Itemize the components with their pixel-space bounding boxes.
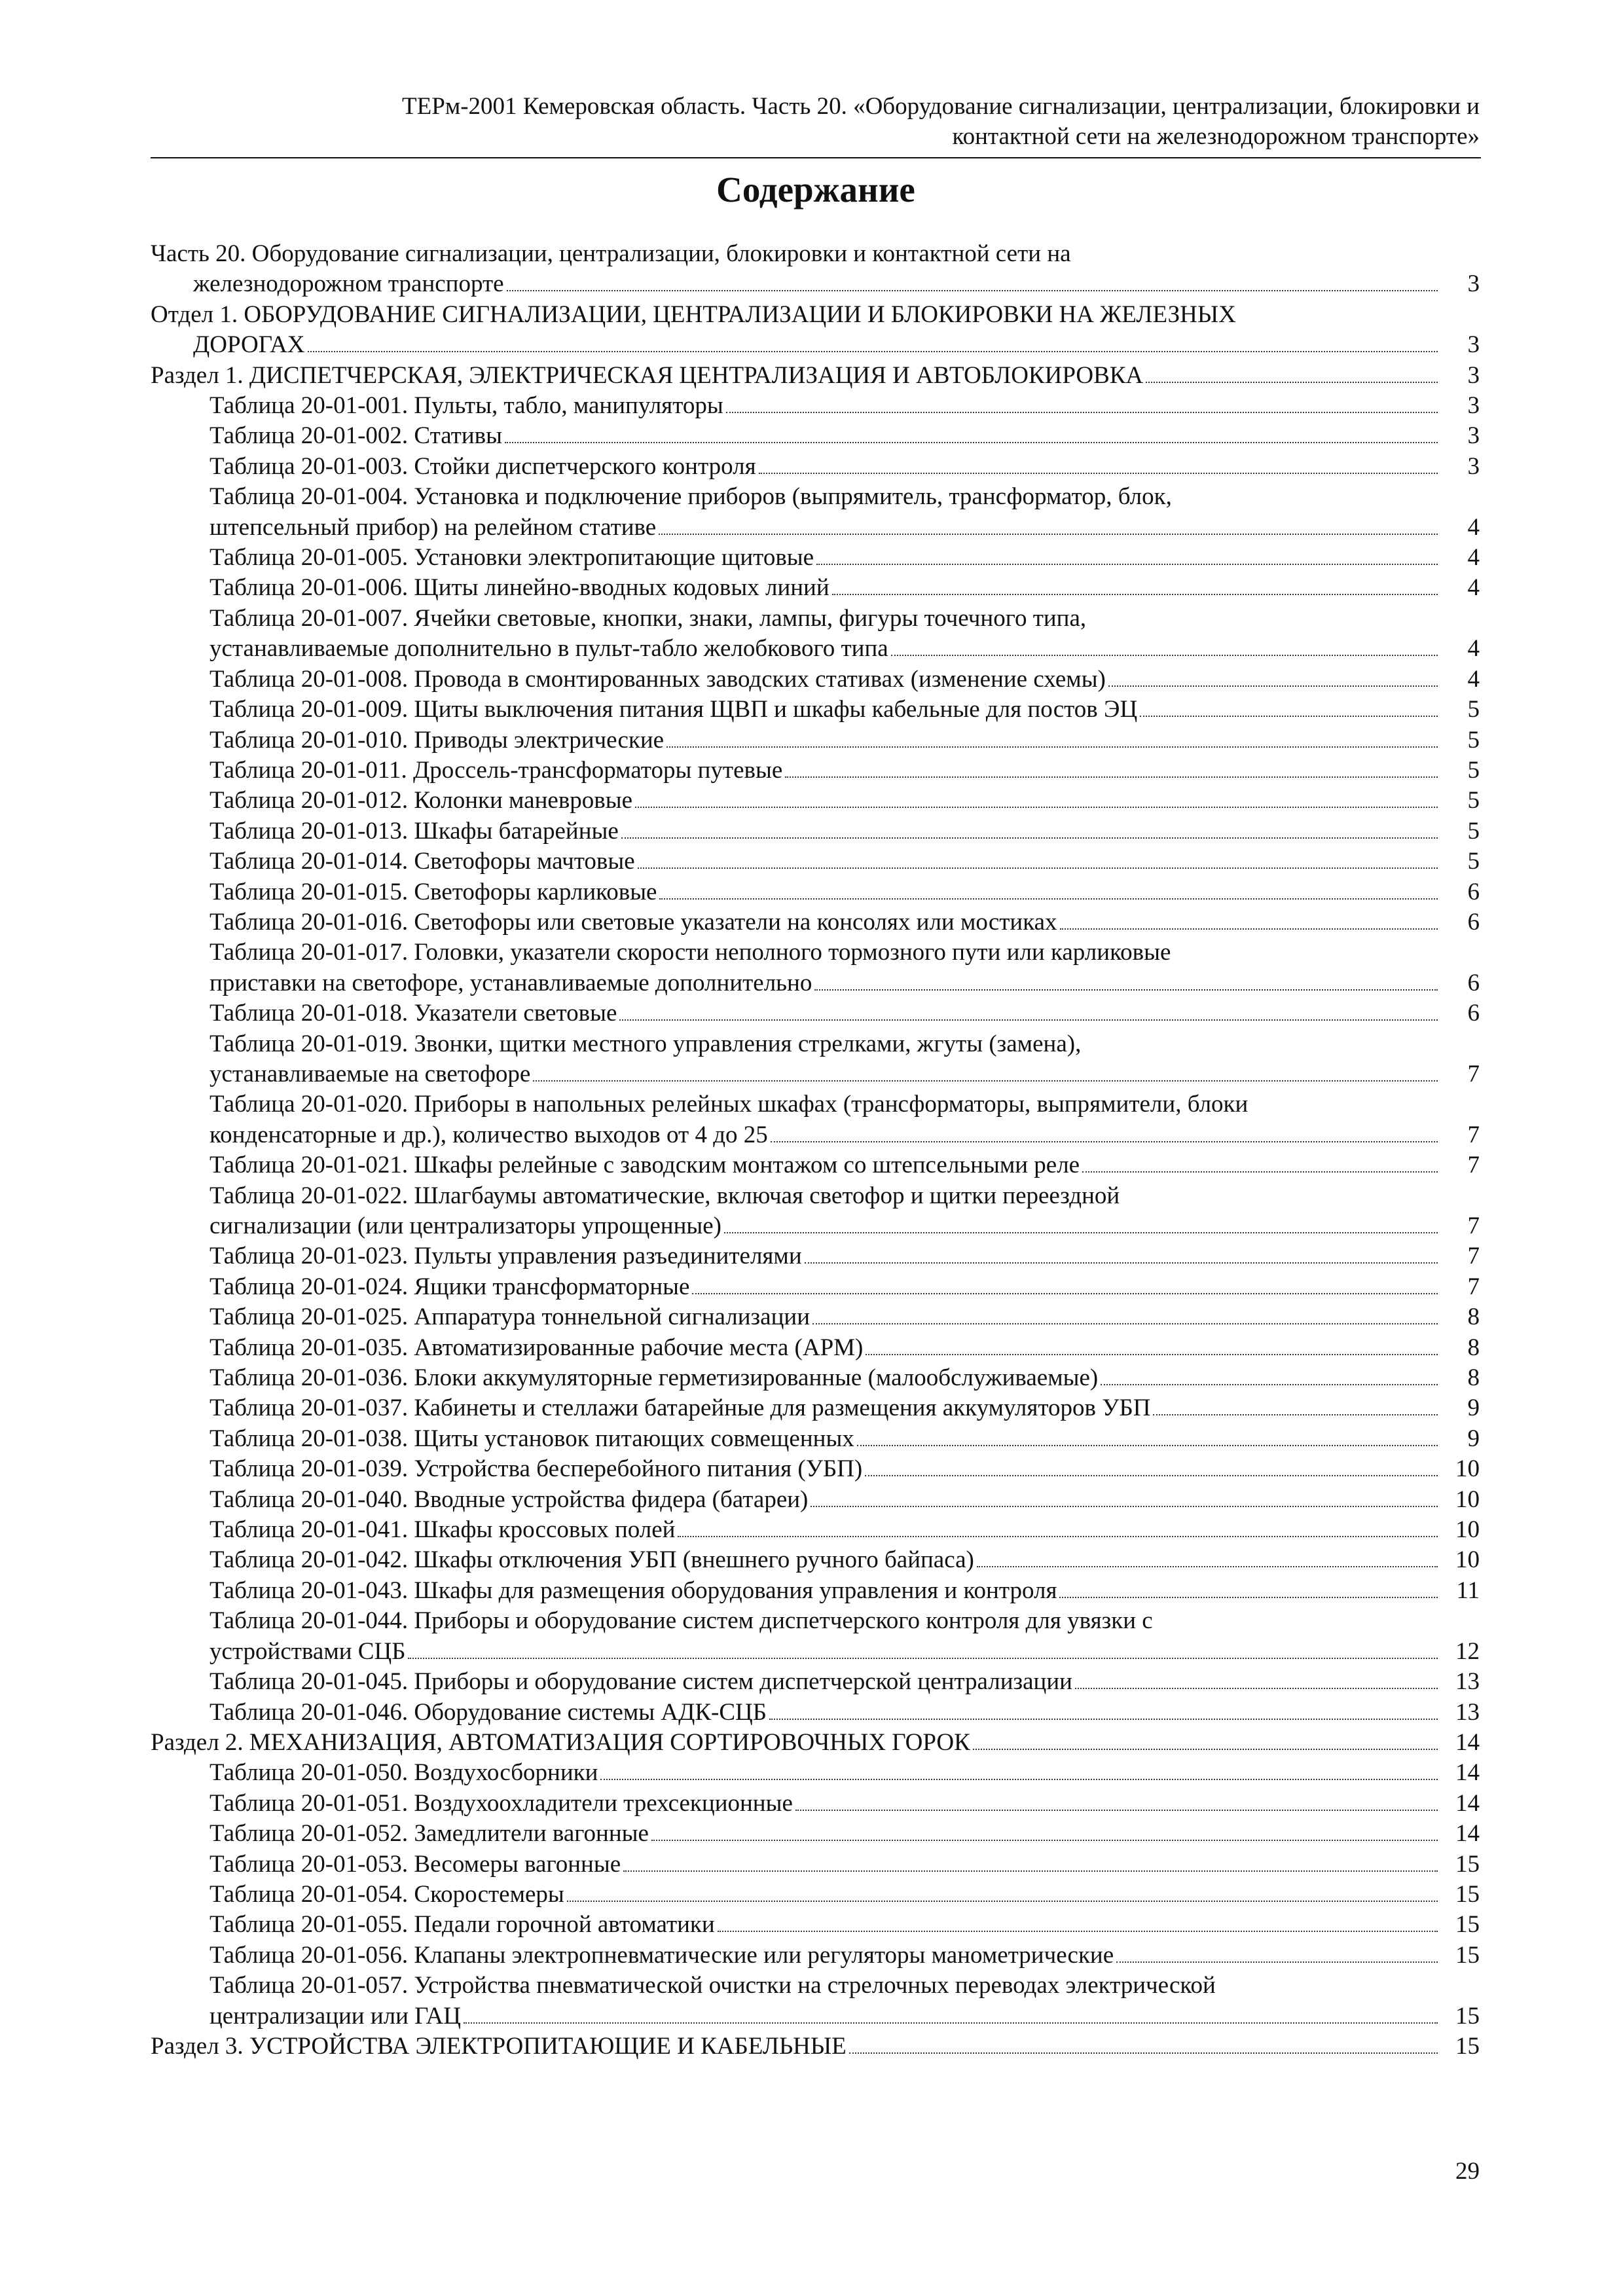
toc-page-number: 7 bbox=[1467, 1243, 1480, 1270]
toc-page-number: 10 bbox=[1455, 1516, 1480, 1544]
toc-page-number: 9 bbox=[1467, 1425, 1480, 1452]
dot-leader bbox=[849, 2052, 1438, 2054]
dot-leader bbox=[718, 1931, 1438, 1932]
toc-entry[interactable] bbox=[151, 604, 1480, 665]
dot-leader bbox=[651, 1840, 1438, 1841]
toc-entry-text: Таблица 20-01-056. Клапаны электропневматические или регуляторы манометрические bbox=[210, 1941, 1114, 1969]
dot-leader bbox=[805, 1262, 1438, 1264]
toc-page-number: 13 bbox=[1455, 1668, 1480, 1696]
toc-entry-text: Таблица 20-01-039. Устройства бесперебойного питания (УБП) bbox=[210, 1455, 863, 1483]
toc-entry-text: железнодорожном транспорте bbox=[193, 270, 504, 298]
toc-entry-text: Таблица 20-01-035. Автоматизированные рабочие места (АРМ) bbox=[210, 1334, 864, 1361]
toc-entry[interactable] bbox=[151, 452, 1480, 482]
dot-leader bbox=[464, 2022, 1438, 2024]
toc-entry-text: Таблица 20-01-009. Щиты выключения питания ЩВП и шкафы кабельные для постов ЭЦ bbox=[210, 696, 1138, 723]
toc-entry-text: Таблица 20-01-011. Дроссель-трансформаторы путевые bbox=[210, 756, 783, 784]
dot-leader bbox=[814, 989, 1438, 991]
toc-page-number: 5 bbox=[1467, 756, 1480, 784]
toc-entry[interactable] bbox=[151, 938, 1480, 998]
toc-page-number: 6 bbox=[1467, 969, 1480, 996]
dot-leader bbox=[678, 1536, 1438, 1537]
dot-leader bbox=[638, 867, 1438, 869]
toc-page-number: 6 bbox=[1467, 878, 1480, 905]
toc-page-number: 15 bbox=[1455, 1941, 1480, 1969]
toc-title: Содержание bbox=[716, 170, 915, 210]
dot-leader bbox=[1108, 685, 1438, 687]
toc-entry[interactable] bbox=[151, 1089, 1480, 1150]
toc-page-number: 4 bbox=[1467, 665, 1480, 693]
toc-page-number: 14 bbox=[1455, 1759, 1480, 1787]
dot-leader bbox=[724, 1232, 1438, 1233]
toc-page-number: 8 bbox=[1467, 1364, 1480, 1392]
toc-page-number: 5 bbox=[1467, 817, 1480, 845]
dot-leader bbox=[505, 442, 1438, 443]
toc-page-number: 7 bbox=[1467, 1212, 1480, 1239]
dot-leader bbox=[666, 746, 1438, 748]
toc-entry[interactable] bbox=[151, 665, 1480, 695]
toc-entry-text: приставки на светофоре, устанавливаемые дополнительно bbox=[210, 969, 812, 996]
toc-entry[interactable] bbox=[151, 1029, 1480, 1090]
toc-entry[interactable] bbox=[151, 1667, 1480, 1697]
toc-entry-text: Таблица 20-01-040. Вводные устройства фидера (батареи) bbox=[210, 1485, 809, 1513]
dot-leader bbox=[1146, 382, 1438, 383]
toc-entry[interactable] bbox=[151, 1181, 1480, 1242]
toc-entry-text: Таблица 20-01-010. Приводы электрические bbox=[210, 726, 665, 754]
toc-entry[interactable] bbox=[151, 1971, 1480, 2032]
toc-page-number: 10 bbox=[1455, 1546, 1480, 1574]
toc-entry-text: Таблица 20-01-006. Щиты линейно-вводных кодовых линий bbox=[210, 574, 830, 602]
dot-leader bbox=[759, 473, 1438, 474]
toc-entry-text: Таблица 20-01-021. Шкафы релейные с заводским монтажом со штепсельными реле bbox=[210, 1152, 1080, 1179]
running-header-line-1: ТЕРм-2001 Кемеровская область. Часть 20. «Оборудование сигнализации, централизации, блокировки и bbox=[402, 93, 1480, 120]
dot-leader bbox=[1101, 1384, 1438, 1385]
dot-leader bbox=[832, 594, 1438, 595]
toc-entry[interactable] bbox=[151, 725, 1480, 756]
toc-entry[interactable] bbox=[151, 300, 1480, 361]
toc-entry[interactable] bbox=[151, 1393, 1480, 1423]
dot-leader bbox=[507, 290, 1438, 291]
toc-page-number: 10 bbox=[1455, 1455, 1480, 1483]
header-rule bbox=[151, 157, 1481, 158]
dot-leader bbox=[891, 655, 1438, 656]
toc-entry-text: Таблица 20-01-050. Воздухосборники bbox=[210, 1759, 598, 1787]
toc-entry-text: Таблица 20-01-037. Кабинеты и стеллажи батарейные для размещения аккумуляторов УБП bbox=[210, 1394, 1151, 1422]
toc-page-number: 14 bbox=[1455, 1820, 1480, 1848]
toc-entry[interactable] bbox=[151, 1880, 1480, 1910]
dot-leader bbox=[973, 1749, 1438, 1750]
toc-page-number: 10 bbox=[1455, 1485, 1480, 1513]
toc-entry-text: Таблица 20-01-038. Щиты установок питающих совмещенных bbox=[210, 1425, 854, 1452]
dot-leader bbox=[769, 1719, 1438, 1720]
toc-page-number: 15 bbox=[1455, 2002, 1480, 2030]
toc-entry[interactable] bbox=[151, 1272, 1480, 1302]
toc-entry-text: Таблица 20-01-022. Шлагбаумы автоматические, включая светофор и щитки переездной bbox=[210, 1182, 1120, 1209]
toc-entry-text: Раздел 2. МЕХАНИЗАЦИЯ, АВТОМАТИЗАЦИЯ СОРТИРОВОЧНЫХ ГОРОК bbox=[151, 1728, 970, 1756]
toc-entry[interactable] bbox=[151, 1850, 1480, 1880]
toc-entry-text: Таблица 20-01-045. Приборы и оборудование систем диспетчерской централизации bbox=[210, 1668, 1072, 1696]
toc-page-number: 11 bbox=[1456, 1576, 1480, 1604]
toc-entry-text: Таблица 20-01-036. Блоки аккумуляторные герметизированные (малообслуживаемые) bbox=[210, 1364, 1099, 1392]
dot-leader bbox=[659, 898, 1438, 900]
toc-entry[interactable] bbox=[151, 786, 1480, 816]
toc-entry-text: Таблица 20-01-001. Пульты, табло, манипуляторы bbox=[210, 392, 723, 420]
toc-entry-text: централизации или ГАЦ bbox=[210, 2002, 461, 2030]
toc-page-number: 3 bbox=[1467, 422, 1480, 450]
toc-entry-text: Таблица 20-01-025. Аппаратура тоннельной сигнализации bbox=[210, 1303, 810, 1331]
toc-entry[interactable] bbox=[151, 877, 1480, 907]
toc-entry[interactable] bbox=[151, 1698, 1480, 1728]
toc-entry-text: Таблица 20-01-013. Шкафы батарейные bbox=[210, 817, 619, 845]
toc-entry-text: Таблица 20-01-004. Установка и подключение приборов (выпрямитель, трансформатор, блок, bbox=[210, 483, 1172, 511]
dot-leader bbox=[567, 1901, 1438, 1902]
dot-leader bbox=[785, 776, 1438, 778]
toc-entry[interactable] bbox=[151, 998, 1480, 1029]
toc-page-number: 8 bbox=[1467, 1334, 1480, 1361]
toc-page-number: 13 bbox=[1455, 1698, 1480, 1726]
dot-leader bbox=[866, 1354, 1438, 1355]
toc-entry-text: Таблица 20-01-003. Стойки диспетчерского контроля bbox=[210, 452, 756, 480]
toc-entry-text: устанавливаемые дополнительно в пульт-табло желобкового типа bbox=[210, 635, 888, 663]
toc-entry-text: Таблица 20-01-052. Замедлители вагонные bbox=[210, 1820, 649, 1848]
toc-page-number: 7 bbox=[1467, 1060, 1480, 1087]
toc-page-number: 3 bbox=[1467, 361, 1480, 389]
toc-entry[interactable] bbox=[151, 1576, 1480, 1606]
toc-entry-text: Таблица 20-01-044. Приборы и оборудование систем диспетчерского контроля для увязки с bbox=[210, 1607, 1153, 1635]
toc-entry[interactable] bbox=[151, 1545, 1480, 1575]
table-of-contents bbox=[151, 239, 1480, 2062]
toc-entry[interactable] bbox=[151, 1333, 1480, 1363]
dot-leader bbox=[659, 534, 1438, 535]
toc-entry[interactable] bbox=[151, 1485, 1480, 1515]
toc-page-number: 3 bbox=[1467, 452, 1480, 480]
toc-page-number: 7 bbox=[1467, 1121, 1480, 1148]
toc-entry-text: Таблица 20-01-005. Установки электропитающие щитовые bbox=[210, 544, 814, 572]
dot-leader bbox=[621, 837, 1438, 839]
toc-entry[interactable] bbox=[151, 1302, 1480, 1332]
toc-entry[interactable] bbox=[151, 1941, 1480, 1971]
dot-leader bbox=[692, 1293, 1438, 1294]
dot-leader bbox=[408, 1658, 1438, 1659]
dot-leader bbox=[771, 1141, 1438, 1142]
toc-entry-text: Таблица 20-01-055. Педали горочной автоматики bbox=[210, 1911, 715, 1939]
dot-leader bbox=[600, 1779, 1438, 1780]
toc-entry-text: Таблица 20-01-054. Скоростемеры bbox=[210, 1880, 564, 1908]
dot-leader bbox=[816, 564, 1438, 565]
toc-entry[interactable] bbox=[151, 361, 1480, 391]
toc-entry[interactable] bbox=[151, 391, 1480, 421]
toc-entry-text: устанавливаемые на светофоре bbox=[210, 1060, 531, 1087]
toc-entry-text: конденсаторные и др.), количество выходов от 4 до 25 bbox=[210, 1121, 768, 1148]
dot-leader bbox=[857, 1445, 1438, 1446]
dot-leader bbox=[1082, 1171, 1438, 1173]
toc-entry[interactable] bbox=[151, 1789, 1480, 1819]
toc-entry-text: Таблица 20-01-002. Стативы bbox=[210, 422, 502, 450]
toc-entry-text: Таблица 20-01-053. Весомеры вагонные bbox=[210, 1850, 621, 1878]
dot-leader bbox=[635, 807, 1438, 808]
toc-entry[interactable] bbox=[151, 1150, 1480, 1180]
toc-entry-text: Раздел 1. ДИСПЕТЧЕРСКАЯ, ЭЛЕКТРИЧЕСКАЯ ЦЕНТРАЛИЗАЦИЯ И АВТОБЛОКИРОВКА bbox=[151, 361, 1144, 389]
toc-entry[interactable] bbox=[151, 239, 1480, 300]
toc-entry-text: Таблица 20-01-017. Головки, указатели скорости неполного тормозного пути или карликовые bbox=[210, 939, 1171, 966]
dot-leader bbox=[811, 1506, 1438, 1507]
toc-entry[interactable] bbox=[151, 1728, 1480, 1758]
toc-entry[interactable] bbox=[151, 907, 1480, 938]
toc-page-number: 8 bbox=[1467, 1303, 1480, 1331]
dot-leader bbox=[1153, 1414, 1438, 1415]
toc-entry-text: Таблица 20-01-023. Пульты управления разъединителями bbox=[210, 1243, 802, 1270]
dot-leader bbox=[726, 412, 1438, 413]
toc-entry[interactable] bbox=[151, 1515, 1480, 1545]
toc-page-number: 9 bbox=[1467, 1394, 1480, 1422]
toc-entry[interactable] bbox=[151, 1454, 1480, 1484]
toc-entry[interactable] bbox=[151, 756, 1480, 786]
toc-page-number: 4 bbox=[1467, 544, 1480, 572]
toc-entry[interactable] bbox=[151, 1758, 1480, 1788]
toc-page-number: 5 bbox=[1467, 726, 1480, 754]
toc-page-number: 15 bbox=[1455, 1850, 1480, 1878]
toc-page-number: 7 bbox=[1467, 1273, 1480, 1300]
toc-entry-text: Таблица 20-01-042. Шкафы отключения УБП (внешнего ручного байпаса) bbox=[210, 1546, 974, 1574]
toc-entry-text: Таблица 20-01-018. Указатели световые bbox=[210, 1000, 617, 1027]
toc-entry[interactable] bbox=[151, 1241, 1480, 1271]
toc-entry-text: устройствами СЦБ bbox=[210, 1637, 406, 1665]
toc-page-number: 4 bbox=[1467, 513, 1480, 541]
toc-page-number: 15 bbox=[1455, 1880, 1480, 1908]
toc-entry-text: штепсельный прибор) на релейном стативе bbox=[210, 513, 657, 541]
dot-leader bbox=[977, 1566, 1438, 1567]
toc-entry[interactable] bbox=[151, 816, 1480, 847]
toc-page-number: 3 bbox=[1467, 392, 1480, 420]
toc-entry[interactable] bbox=[151, 1606, 1480, 1667]
toc-entry-text: Таблица 20-01-043. Шкафы для размещения оборудования управления и контроля bbox=[210, 1576, 1057, 1604]
dot-leader bbox=[533, 1080, 1438, 1082]
toc-entry[interactable] bbox=[151, 695, 1480, 725]
toc-entry-text: Таблица 20-01-016. Светофоры или световые указатели на консолях или мостиках bbox=[210, 908, 1057, 936]
toc-entry-text: Таблица 20-01-007. Ячейки световые, кнопки, знаки, лампы, фигуры точечного типа, bbox=[210, 604, 1087, 632]
dot-leader bbox=[812, 1323, 1438, 1324]
dot-leader bbox=[308, 351, 1438, 352]
dot-leader bbox=[623, 1870, 1438, 1872]
toc-page-number: 7 bbox=[1467, 1152, 1480, 1179]
toc-entry-text: Таблица 20-01-019. Звонки, щитки местного управления стрелками, жгуты (замена), bbox=[210, 1030, 1082, 1057]
toc-entry[interactable] bbox=[151, 482, 1480, 543]
toc-entry-text: Таблица 20-01-024. Ящики трансформаторные bbox=[210, 1273, 690, 1300]
dot-leader bbox=[1060, 928, 1438, 930]
toc-page-number: 4 bbox=[1467, 574, 1480, 602]
toc-page-number: 15 bbox=[1455, 2032, 1480, 2060]
toc-entry-text: Таблица 20-01-012. Колонки маневровые bbox=[210, 787, 633, 814]
toc-entry-text: ДОРОГАХ bbox=[193, 331, 305, 359]
toc-entry[interactable] bbox=[151, 1910, 1480, 1940]
toc-page-number: 14 bbox=[1455, 1789, 1480, 1817]
dot-leader bbox=[865, 1475, 1438, 1476]
toc-page-number: 12 bbox=[1455, 1637, 1480, 1665]
toc-entry-text: Таблица 20-01-051. Воздухоохладители трехсекционные bbox=[210, 1789, 793, 1817]
toc-entry-text: Таблица 20-01-046. Оборудование системы АДК-СЦБ bbox=[210, 1698, 767, 1726]
toc-entry-text: Отдел 1. ОБОРУДОВАНИЕ СИГНАЛИЗАЦИИ, ЦЕНТРАЛИЗАЦИИ И БЛОКИРОВКИ НА ЖЕЛЕЗНЫХ bbox=[151, 301, 1236, 328]
dot-leader bbox=[795, 1810, 1438, 1811]
toc-page-number: 6 bbox=[1467, 1000, 1480, 1027]
dot-leader bbox=[1140, 716, 1438, 717]
toc-page-number: 6 bbox=[1467, 908, 1480, 936]
toc-entry[interactable] bbox=[151, 421, 1480, 451]
dot-leader bbox=[1116, 1961, 1438, 1963]
toc-page-number: 3 bbox=[1467, 270, 1480, 298]
toc-entry-text: Таблица 20-01-014. Светофоры мачтовые bbox=[210, 848, 635, 875]
toc-page-number: 15 bbox=[1455, 1911, 1480, 1939]
toc-entry-text: Таблица 20-01-057. Устройства пневматической очистки на стрелочных переводах электрической bbox=[210, 1972, 1216, 1999]
toc-entry[interactable] bbox=[151, 573, 1480, 603]
toc-entry[interactable] bbox=[151, 543, 1480, 573]
toc-entry-text: Раздел 3. УСТРОЙСТВА ЭЛЕКТРОПИТАЮЩИЕ И КАБЕЛЬНЫЕ bbox=[151, 2032, 847, 2060]
toc-entry[interactable] bbox=[151, 1424, 1480, 1454]
toc-entry-text: Таблица 20-01-041. Шкафы кроссовых полей bbox=[210, 1516, 676, 1544]
running-header bbox=[151, 92, 1480, 152]
toc-entry-text: Часть 20. Оборудование сигнализации, централизации, блокировки и контактной сети на bbox=[151, 240, 1071, 267]
toc-page-number: 3 bbox=[1467, 331, 1480, 359]
toc-entry[interactable] bbox=[151, 1819, 1480, 1849]
toc-page-number: 5 bbox=[1467, 848, 1480, 875]
page-number: 29 bbox=[1455, 2158, 1480, 2185]
toc-entry-text: Таблица 20-01-015. Светофоры карликовые bbox=[210, 878, 657, 905]
toc-entry[interactable] bbox=[151, 847, 1480, 877]
toc-page-number: 5 bbox=[1467, 787, 1480, 814]
toc-page-number: 4 bbox=[1467, 635, 1480, 663]
dot-leader bbox=[1059, 1597, 1438, 1598]
dot-leader bbox=[619, 1019, 1438, 1021]
toc-page-number: 5 bbox=[1467, 696, 1480, 723]
toc-entry[interactable] bbox=[151, 2032, 1480, 2062]
running-header-line-2: контактной сети на железнодорожном транспорте» bbox=[952, 123, 1480, 150]
toc-page-number: 14 bbox=[1455, 1728, 1480, 1756]
toc-entry-text: Таблица 20-01-008. Провода в смонтированных заводских стативах (изменение схемы) bbox=[210, 665, 1106, 693]
toc-entry-text: сигнализации (или централизаторы упрощенные) bbox=[210, 1212, 721, 1239]
toc-entry[interactable] bbox=[151, 1363, 1480, 1393]
dot-leader bbox=[1075, 1688, 1438, 1689]
toc-entry-text: Таблица 20-01-020. Приборы в напольных релейных шкафах (трансформаторы, выпрямители, блоки bbox=[210, 1091, 1249, 1118]
